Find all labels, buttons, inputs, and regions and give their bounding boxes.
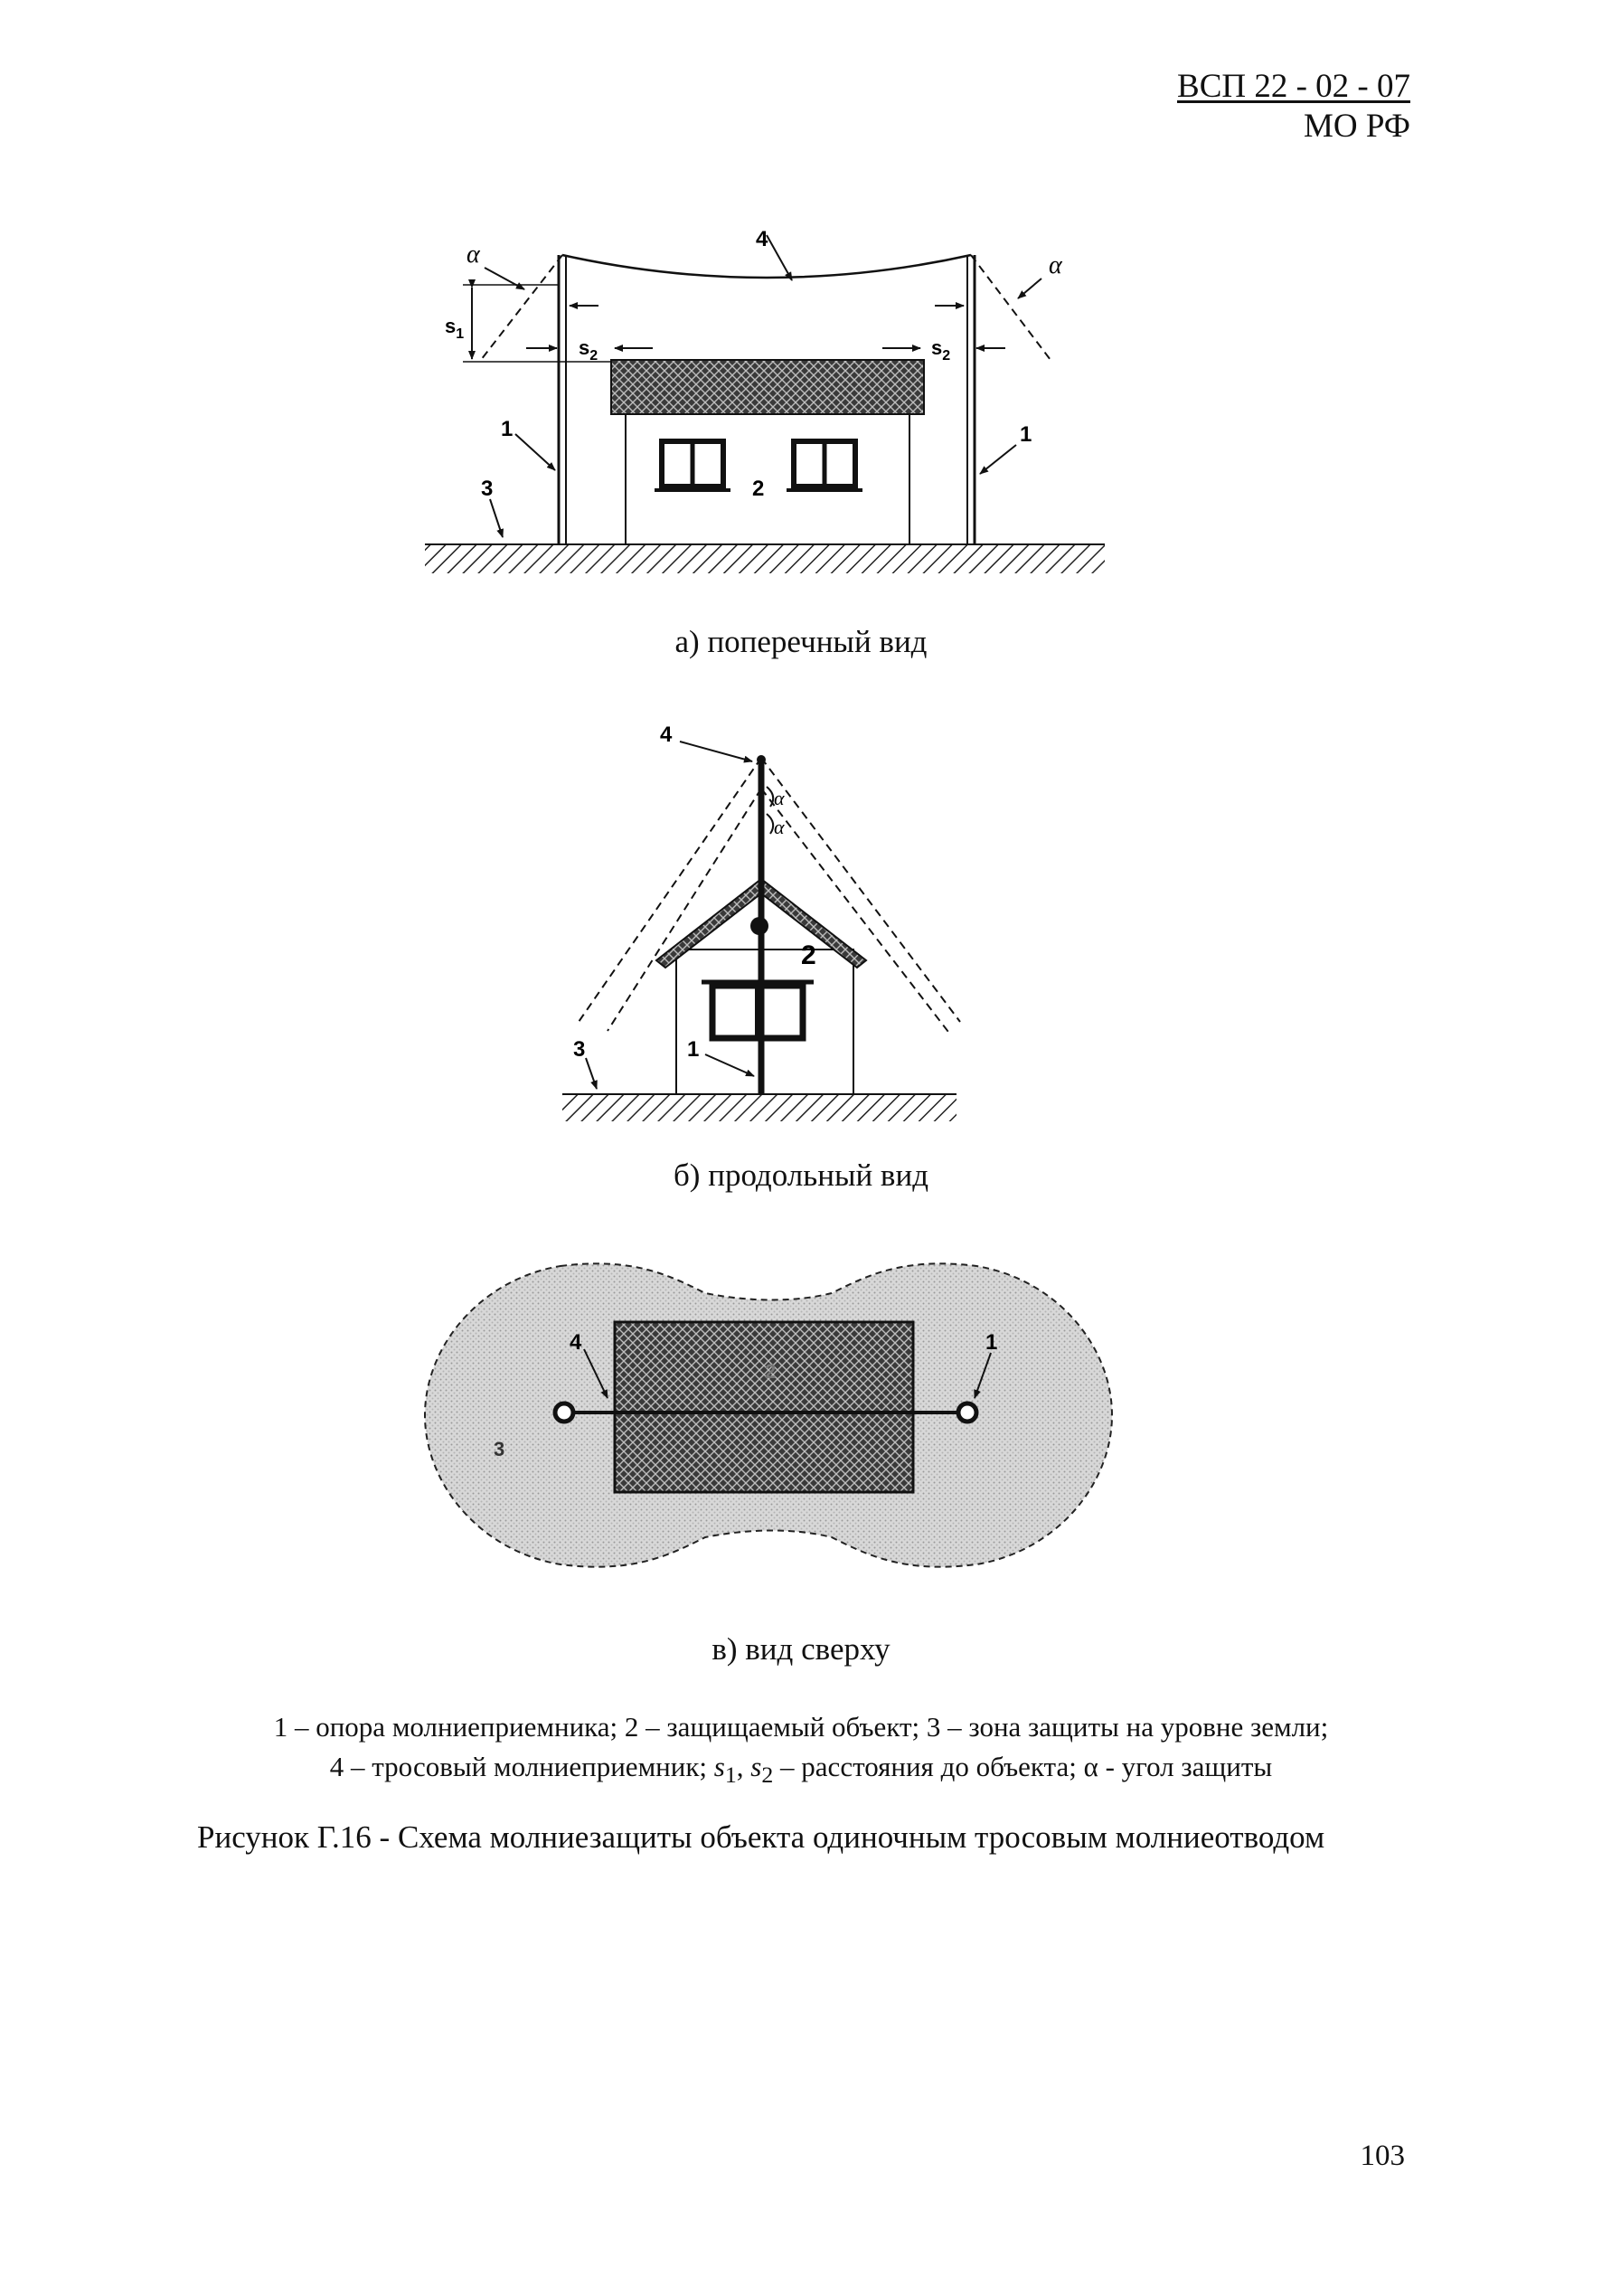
label-c-3: 3 bbox=[494, 1438, 505, 1460]
legend-line-2: 4 – тросовый молниеприемник; $s_1$, $s_2$ – расстояния до объекта; α - угол защиты bbox=[329, 1751, 1273, 1789]
figure-b-caption: б) продольный вид bbox=[674, 1157, 928, 1193]
label-1-left: 1 bbox=[501, 417, 514, 441]
label-s2-right: $s_2$ bbox=[931, 336, 951, 364]
label-s2-left: $s_2$ bbox=[579, 336, 598, 364]
label-b-3: 3 bbox=[573, 1037, 586, 1062]
label-alpha-left: α bbox=[466, 241, 480, 269]
window-right bbox=[787, 441, 862, 490]
house-roof bbox=[611, 360, 924, 414]
label-4: 4 bbox=[756, 227, 768, 251]
label-c-4: 4 bbox=[570, 1330, 582, 1355]
page-number: 103 bbox=[1360, 2140, 1405, 2172]
label-2: 2 bbox=[752, 477, 765, 501]
label-c-1: 1 bbox=[985, 1330, 998, 1355]
ground-hatch bbox=[425, 544, 1105, 573]
protected-object bbox=[615, 1322, 913, 1492]
label-alpha-b1: α bbox=[774, 787, 785, 809]
mast-top-left bbox=[555, 1403, 573, 1422]
label-b-2: 2 bbox=[801, 940, 816, 970]
label-3: 3 bbox=[481, 477, 494, 501]
window-left bbox=[655, 441, 730, 490]
label-alpha-right: α bbox=[1049, 251, 1062, 279]
figure-title: Рисунок Г.16 - Схема молниезащиты объекта одиночным тросовым молниеотводом bbox=[197, 1819, 1325, 1855]
figure-c-caption: в) вид сверху bbox=[711, 1631, 891, 1667]
document-org: МО РФ bbox=[1303, 108, 1410, 145]
label-s1: $s_1$ bbox=[445, 315, 465, 342]
figure-b-longitudinal-view bbox=[542, 714, 976, 1130]
figure-a-caption: а) поперечный вид bbox=[674, 624, 928, 659]
legend bbox=[0, 1707, 1602, 1795]
label-c-2: 2 bbox=[765, 1360, 777, 1383]
document-header bbox=[1141, 67, 1410, 146]
mast-right bbox=[967, 255, 975, 544]
mast-left bbox=[559, 255, 566, 544]
legend-line-1: 1 – опора молниеприемника; 2 – защищаемый объект; 3 – зона защиты на уровне земли; bbox=[273, 1711, 1329, 1743]
window-b bbox=[702, 982, 814, 1038]
document-code: ВСП 22 - 02 - 07 bbox=[1177, 68, 1410, 105]
cable-wire bbox=[562, 255, 971, 278]
label-b-4: 4 bbox=[660, 723, 673, 747]
label-1-right: 1 bbox=[1020, 422, 1032, 447]
label-alpha-b2: α bbox=[774, 816, 785, 838]
label-b-1: 1 bbox=[687, 1037, 700, 1062]
figure-c-top-view bbox=[407, 1248, 1130, 1583]
mast-top-right bbox=[958, 1403, 976, 1422]
figure-a-cross-view bbox=[398, 208, 1121, 588]
